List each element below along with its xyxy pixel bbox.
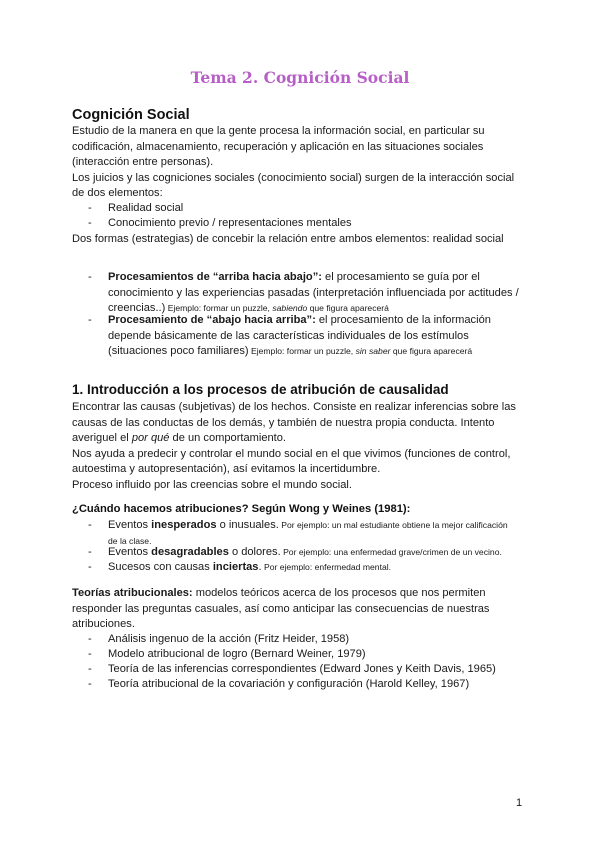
list-item-jones-davis (88, 662, 534, 678)
text-span: conocimiento y las experiencias pasadas (interpretación influenciada por actitudes / (108, 286, 519, 299)
text-span: modelos teóricos acerca de los procesos que nos permiten (192, 587, 486, 599)
term-top-down: Procesamientos de “arriba hacia abajo”: (108, 271, 322, 283)
page-number: 1 (516, 797, 523, 809)
text-span: . (258, 561, 262, 573)
section-heading-atribucion: 1. Introducción a los procesos de atribución de causalidad (72, 382, 449, 397)
list-dash: - (88, 202, 92, 214)
list-dash: - (88, 519, 92, 531)
text-line: responder las preguntas casuales, así como anticipar las consecuencias de nuestras (72, 602, 490, 615)
list-item-kelley (88, 677, 534, 693)
paragraph-strategies: Dos formas (estrategias) de concebir la relación entre ambos elementos: realidad social (72, 233, 504, 245)
text-line: Estudio de la manera en que la gente procesa la información social, en particular su (72, 125, 485, 137)
list-item-text: Modelo atribucional de logro (Bernard Weiner, 1979) (108, 648, 366, 660)
list-dash: - (88, 663, 92, 675)
list-dash: - (88, 678, 92, 690)
term-bottom-up: Procesamiento de “abajo hacia arriba”: (108, 314, 316, 326)
list-item-bottom-up (88, 313, 534, 360)
example-text: de la clase. (108, 535, 152, 546)
list-item-desagradables (88, 545, 534, 561)
list-item-text: Conocimiento previo / representaciones mentales (108, 217, 352, 229)
text-strong: desagradables (151, 546, 229, 558)
example-text: Por ejemplo: enfermedad mental. (261, 562, 392, 572)
list-dash: - (88, 546, 92, 558)
text-line: Encontrar las causas (subjetivas) de los hechos. Consiste en realizar inferencias sobre las (72, 401, 516, 413)
section-heading-cognicion-social: Cognición Social (72, 107, 190, 123)
list-dash: - (88, 217, 92, 229)
text-span: (situaciones poco familiares) (108, 345, 249, 357)
paragraph-atribucion (72, 400, 532, 493)
example-text: Ejemplo: formar un puzzle, (165, 303, 273, 313)
text-strong: inesperados (151, 519, 217, 531)
list-dash: - (88, 648, 92, 660)
paragraph-teorias (72, 586, 532, 633)
example-emphasis: sabiendo (272, 303, 308, 313)
text-span: o dolores. (228, 546, 281, 558)
text-span: Eventos (108, 519, 152, 531)
list-item-heider (88, 632, 534, 648)
text-span: de un comportamiento. (169, 432, 287, 444)
list-item-conocimiento-previo (88, 216, 534, 232)
example-text: Ejemplo: formar un puzzle, (248, 346, 356, 356)
text-emphasis: por qué (131, 432, 170, 444)
section-heading-cuando: ¿Cuándo hacemos atribuciones? Según Wong y Weines (1981): (72, 503, 411, 515)
text-span: creencias..) (108, 302, 166, 314)
list-item-text: Teoría atribucional de la covariación y configuración (Harold Kelley, 1967) (108, 678, 470, 690)
text-span: el procesamiento de la información (315, 314, 491, 326)
text-line: atribuciones. (72, 618, 135, 630)
list-dash: - (88, 314, 92, 326)
example-emphasis: sin saber (355, 346, 391, 356)
text-span: el procesamiento se guía por el (321, 271, 480, 283)
list-item-text: Análisis ingenuo de la acción (Fritz Heider, 1958) (108, 633, 350, 645)
text-line: de dos elementos: (72, 187, 163, 199)
list-dash: - (88, 561, 92, 573)
text-line: Proceso influido por las creencias sobre el mundo social. (72, 478, 352, 491)
example-text: que figura aparecerá (390, 346, 473, 356)
text-line: Los juicios y las cogniciones sociales (conocimiento social) surgen de la interacción social (72, 171, 515, 184)
text-span: depende básicamente de las características individuales de los estímulos (108, 329, 469, 342)
text-span: o inusuales. (216, 519, 279, 531)
text-line: (interacción entre personas). (72, 156, 214, 168)
text-strong: inciertas (212, 561, 259, 573)
list-item-text: Realidad social (108, 202, 184, 214)
list-item-text: Teoría de las inferencias correspondientes (Edward Jones y Keith Davis, 1965) (108, 663, 496, 675)
term-teorias: Teorías atribucionales: (72, 587, 193, 599)
list-dash: - (88, 633, 92, 645)
list-dash: - (88, 271, 92, 283)
text-span: Sucesos con causas (108, 561, 213, 573)
text-line (72, 586, 532, 602)
text-span: averiguel el (72, 432, 132, 444)
list-item-top-down (88, 270, 534, 317)
example-text: Por ejemplo: un mal estudiante obtiene la mejor calificación (278, 520, 508, 530)
text-span: Eventos (108, 546, 152, 558)
example-text: Por ejemplo: una enfermedad grave/crimen de un vecino. (280, 547, 502, 557)
text-line: codificación, almacenamiento, recuperación y aplicación en las situaciones sociales (72, 140, 484, 153)
document-title: Tema 2. Cognición Social (190, 68, 410, 87)
text-line: autoestima y autopresentación), así evitamos la incertidumbre. (72, 463, 381, 475)
paragraph-definition (72, 124, 532, 202)
list-item-realidad-social (88, 201, 534, 217)
text-line (72, 431, 532, 447)
example-text: que figura aparecerá (307, 303, 389, 313)
text-line: causas de las conductas de los demás, y también de nuestra propia conducta. Intento (72, 416, 495, 429)
text-line: Nos ayuda a predecir y controlar el mundo social en el que vivimos (funciones de control, (72, 447, 511, 460)
list-item-weiner (88, 647, 534, 663)
list-item-inciertas (88, 560, 534, 576)
